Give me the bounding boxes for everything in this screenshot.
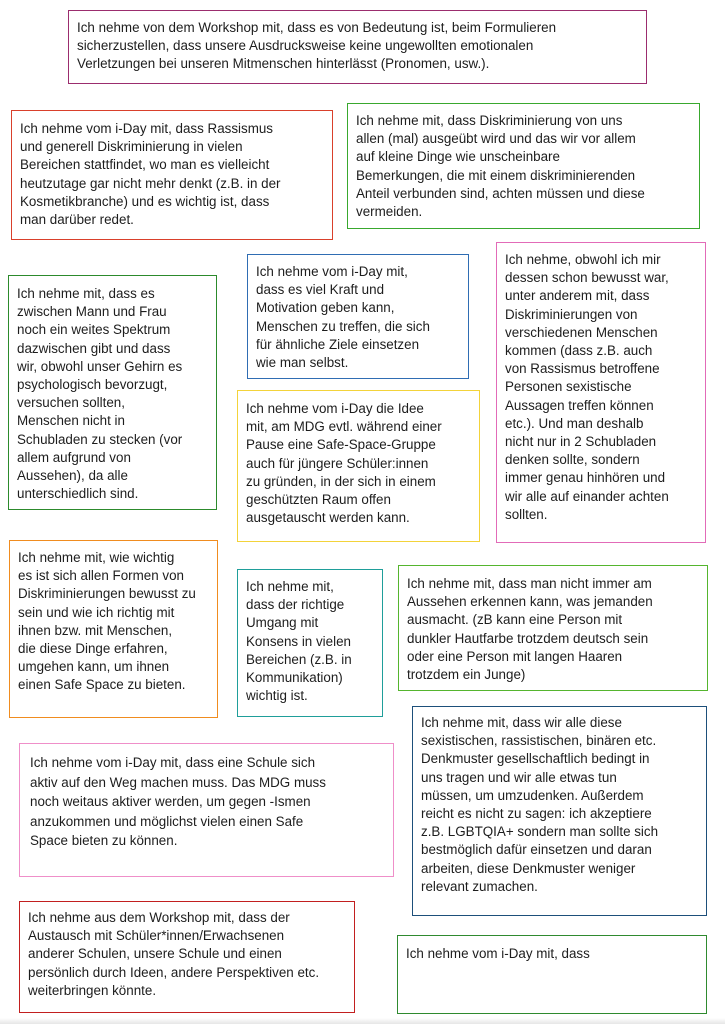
note-all-forms-discrimination[interactable] <box>9 540 218 718</box>
note-appearance[interactable] <box>398 565 708 691</box>
note-text: Ich nehme vom i-Day mit, dass Rassismus und generell Diskriminierung in vielen Bereichen stattfindet, wo man es vielleicht heutzutage gar nicht mehr denkt (z.B. in der Kosmetikbranche) und es wichtig ist, dass man darüber redet. <box>20 121 281 228</box>
note-text: Ich nehme mit, dass wir alle diese sexistischen, rassistischen, binären etc. Denkmuster gesellschaftlich bedingt in uns tragen und wir alle etwas tun müssen, um umzudenken. Außerdem reicht es nicht zu sagen: ich akzeptiere z.B. LGBTQIA+ sondern man sollte sich bestmöglich dafür einsetzen und daran arbeiten, diese Denkmuster weniger relevant zumachen. <box>421 715 659 894</box>
note-text: Ich nehme, obwohl ich mir dessen schon bewusst war, unter anderem mit, dass Diskriminierungen von verschiedenen Menschen kommen (dass z.B. auch von Rassismus betroffene Personen sexistische Aussagen treffen können etc.). Und man deshalb nicht nur in 2 Schubladen denken sollte, sondern immer genau hinhören und wir alle auf einander achten sollten. <box>505 252 669 522</box>
note-text: Ich nehme mit, dass der richtige Umgang mit Konsens in vielen Bereichen (z.B. in Kommunikation) wichtig ist. <box>246 579 352 704</box>
note-safe-space-group[interactable] <box>237 390 480 542</box>
note-racism-everywhere[interactable] <box>11 110 333 240</box>
note-strength-motivation[interactable] <box>247 254 469 379</box>
note-thought-patterns[interactable] <box>412 706 707 916</box>
note-text: Ich nehme vom i-Day mit, dass <box>406 946 590 961</box>
note-text: Ich nehme vom i-Day mit, dass es viel Kraft und Motivation geben kann, Menschen zu treffen, die sich für ähnliche Ziele einsetzen wie man selbst. <box>256 264 430 371</box>
note-incomplete[interactable] <box>397 935 707 1014</box>
note-discrimination-small-things[interactable] <box>347 103 700 229</box>
note-text: Ich nehme vom i-Day mit, dass eine Schule sich aktiv auf den Weg machen muss. Das MDG muss noch weitaus aktiver werden, um gegen -Ismen anzukommen und möglichst vielen einen Safe Space bieten zu können. <box>30 755 326 849</box>
note-gender-spectrum[interactable] <box>8 275 217 510</box>
note-consent[interactable] <box>237 569 383 717</box>
note-text: Ich nehme mit, wie wichtig es ist sich allen Formen von Diskriminierungen bewusst zu sein und wie ich richtig mit ihnen bzw. mit Menschen, die diese Dinge erfahren, umgehen kann, um ihnen einen Safe Space zu bieten. <box>18 550 196 693</box>
note-text: Ich nehme von dem Workshop mit, dass es von Bedeutung ist, beim Formulieren sicherzustellen, dass unsere Ausdrucksweise keine ungewollten emotionalen Verletzungen bei unseren Mitmenschen hinterlässt (Pronomen, usw.). <box>77 20 557 72</box>
note-text: Ich nehme mit, dass es zwischen Mann und Frau noch ein weites Spektrum dazwischen gibt und dass wir, obwohl unser Gehirn es psychologisch bevorzugt, versuchen sollten, Menschen nicht in Schubladen zu stecken (vor allem aufgrund von Aussehen), da alle unterschiedlich sind. <box>17 286 183 502</box>
note-exchange-schools[interactable] <box>19 901 355 1013</box>
note-text: Ich nehme mit, dass Diskriminierung von uns allen (mal) ausgeübt wird und das wir vor allem auf kleine Dinge wie unscheinbare Bemerkungen, die mit einem diskriminierenden Anteil verbunden sind, achten müssen und diese vermeiden. <box>356 113 645 220</box>
note-text: Ich nehme vom i-Day die Idee mit, am MDG evtl. während einer Pause eine Safe-Space-Gruppe auch für jüngere Schüler:innen zu gründen, in der sich in einem geschützten Raum offen ausgetauscht werden kann. <box>246 401 442 526</box>
note-multiple-discrimination[interactable] <box>496 242 706 543</box>
note-workshop-pronouns[interactable] <box>68 10 647 84</box>
note-text: Ich nehme mit, dass man nicht immer am Aussehen erkennen kann, was jemanden ausmacht. (zB kann eine Person mit dunkler Hautfarbe trotzdem deutsch sein oder eine Person mit langen Haaren trotzdem ein Junge) <box>407 576 653 683</box>
bottom-edge <box>0 1018 725 1024</box>
note-school-active[interactable] <box>19 743 394 877</box>
note-text: Ich nehme aus dem Workshop mit, dass der Austausch mit Schüler*innen/Erwachsenen anderer Schulen, unsere Schule und einen persönlich durch Ideen, andere Perspektiven etc. weiterbringen könnte. <box>28 910 320 998</box>
